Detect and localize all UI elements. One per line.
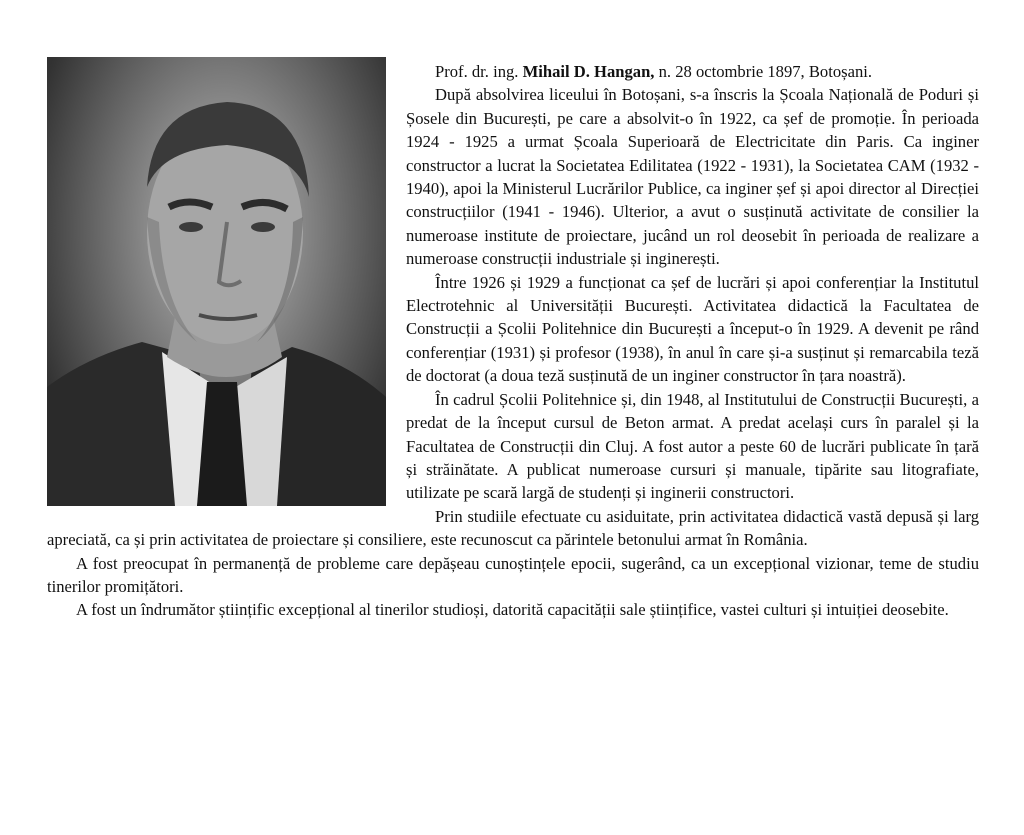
paragraph-courses: În cadrul Școlii Politehnice și, din 1948, al Institutului de Construcții București, a predat de la început cursul de Beton armat. A predat același curs în paralel și la Facultatea de Construcții din Cluj. A fost autor a peste 60 de lucrări publicate în țară și străinătate. A publicat numeroase cursuri și manuale, tipărite sau litografiate, utilizate pe scară largă de studenți și inginerii constructori.	[406, 389, 979, 503]
biography-text	[47, 60, 979, 622]
person-name: Mihail D. Hangan,	[522, 62, 655, 81]
paragraph-teaching: Între 1926 și 1929 a funcționat ca șef de lucrări și apoi conferențiar la Institutul Electrotehnic al Universității București. Activitatea didactică la Facultatea de Construcții a Școlii Politehnice din București a început-o în 1929. A devenit pe rând conferențiar (1931) și profesor (1938), în anul în care și-a susținut și remarcabila teză de doctorat (a doua teză susținută de un inginer constructor în țara noastră).	[406, 272, 979, 386]
photo-text-wrap-spacer	[47, 60, 406, 512]
paragraph-recognition: Prin studiile efectuate cu asiduitate, prin activitatea didactică vastă depusă și larg apreciată, ca și prin activitatea de proiectare și consiliere, este recunoscut ca părintele betonului armat în România.	[47, 506, 979, 550]
paragraph-mentorship: A fost un îndrumător științific excepțional al tinerilor studioși, datorită capacității sale științifice, vastei culturi și intuiției deosebite.	[76, 600, 949, 620]
paragraph-vision: A fost preocupat în permanență de probleme care depășeau cunoștințele epocii, sugerând, ca un excepțional vizionar, teme de studiu tinerilor promițători.	[47, 553, 979, 596]
intro-prefix: Prof. dr. ing.	[435, 62, 523, 81]
paragraph-education: După absolvirea liceului în Botoșani, s-a înscris la Școala Națională de Poduri și Șosele din București, pe care a absolvit-o în 1922, ca șef de promoție. În perioada 1924 - 1925 a urmat Școala Superioară de Electricitate din Paris. Ca inginer constructor a lucrat la Societatea Edilitatea (1922 - 1931), la Societatea CAM (1932 - 1940), apoi la Ministerul Lucrărilor Publice, ca inginer șef și apoi director al Direcției construcțiilor (1941 - 1946). Ulterior, a avut o susținută activitate de consilier la numeroase institute de proiectare, jucând un rol deosebit în perioada de realizare a numeroase construcții industriale și inginerești.	[406, 85, 979, 269]
intro-rest: n. 28 octombrie 1897, Botoșani.	[654, 62, 872, 81]
